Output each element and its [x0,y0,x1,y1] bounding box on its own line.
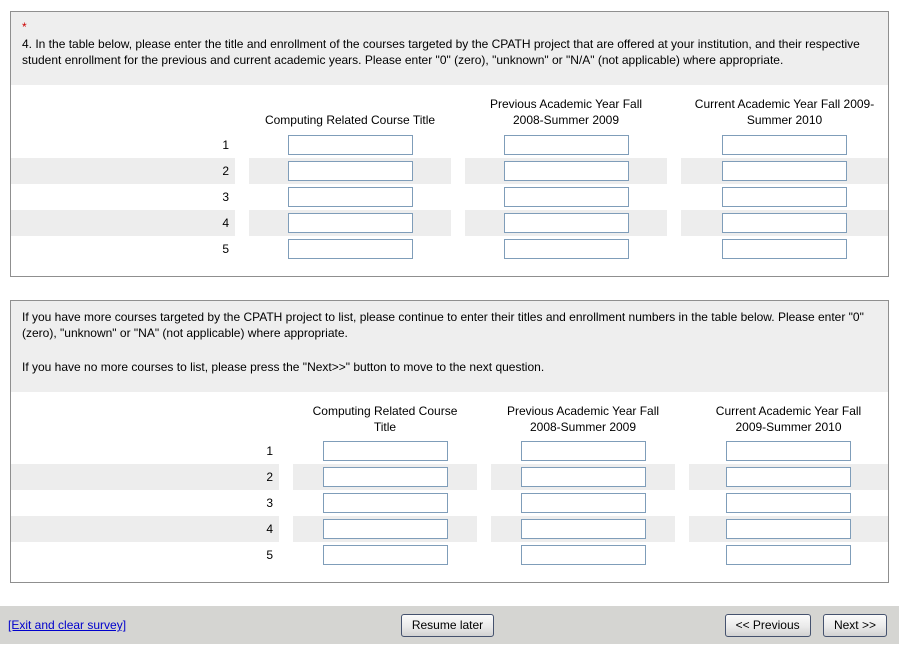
row-number: 1 [222,137,229,152]
column-spacer [675,542,689,568]
question-1-text: 4. In the table below, please enter the title and enrollment of the courses targeted by the CPATH project that are offered at your institution, and their respective student enrollment for the previous and current academic years. Please enter "0" (zero), "unknown" or "N/A" (not applicable) where appropriate. [22,36,860,68]
header-spacer [11,401,279,438]
q2-row1-current-year-input[interactable] [726,441,851,461]
question-2-text-area [11,301,888,392]
answer-cell [689,438,888,464]
q2-row1-previous-year-input[interactable] [521,441,646,461]
answer-cell [681,158,888,184]
answer-cell [293,438,477,464]
required-asterisk: * [22,20,27,34]
table-row [11,464,888,490]
column-spacer [667,132,681,158]
answer-cell [491,516,675,542]
column-spacer [675,438,689,464]
answer-cell [465,236,667,262]
answer-cell [681,184,888,210]
row-number: 3 [222,189,229,204]
answer-cell [249,236,451,262]
q1-row4-previous-year-input[interactable] [504,213,629,233]
column-spacer [235,94,249,131]
column-header-current-year: Current Academic Year Fall 2009-Summer 2010 [715,403,862,435]
row-number: 5 [222,241,229,256]
column-spacer [235,132,249,158]
table-row [11,516,888,542]
table-header-row [11,94,888,131]
answer-cell [293,464,477,490]
column-spacer [279,438,293,464]
answer-cell [681,210,888,236]
q1-row5-course-title-input[interactable] [288,239,413,259]
column-spacer [451,158,465,184]
column-spacer [235,236,249,262]
answer-table-1 [11,94,888,261]
q2-row5-current-year-input[interactable] [726,545,851,565]
answer-cell [249,158,451,184]
q2-row3-current-year-input[interactable] [726,493,851,513]
row-number: 5 [266,548,273,563]
column-header-course-title: Computing Related Course Title [264,113,436,128]
column-spacer [279,542,293,568]
answer-table-2 [11,401,888,568]
answer-cell [491,464,675,490]
answer-cell [491,438,675,464]
column-spacer [675,401,689,438]
column-header-course-title: Computing Related Course Title [312,403,458,435]
column-spacer [675,516,689,542]
question-block-1 [10,11,889,277]
column-spacer [477,438,491,464]
answer-cell [465,132,667,158]
q1-row2-course-title-input[interactable] [288,161,413,181]
q1-row1-previous-year-input[interactable] [504,135,629,155]
question-block-2 [10,300,889,584]
question-2-paragraph-2: If you have no more courses to list, please press the "Next>>" button to move to the next question. [22,360,545,375]
column-header-previous-year: Previous Academic Year Fall 2008-Summer 2009 [489,97,643,128]
column-spacer [477,516,491,542]
q2-row5-course-title-input[interactable] [323,545,448,565]
q2-row1-course-title-input[interactable] [323,441,448,461]
row-number: 3 [266,496,273,511]
column-spacer [279,490,293,516]
q2-row3-course-title-input[interactable] [323,493,448,513]
q1-row1-current-year-input[interactable] [722,135,847,155]
table-row [11,158,888,184]
q2-row4-current-year-input[interactable] [726,519,851,539]
q2-row2-previous-year-input[interactable] [521,467,646,487]
answer-cell [293,490,477,516]
row-number: 1 [266,444,273,459]
nav-center-zone [301,614,594,637]
table-row [11,542,888,568]
column-spacer [667,184,681,210]
column-spacer [477,464,491,490]
answer-cell [249,184,451,210]
column-spacer [667,158,681,184]
answer-cell [689,516,888,542]
column-spacer [667,236,681,262]
answer-cell [249,210,451,236]
next-button[interactable]: Next >> [823,614,887,637]
q1-row4-course-title-input[interactable] [288,213,413,233]
q2-row4-course-title-input[interactable] [323,519,448,539]
table-row [11,184,888,210]
answer-cell [293,516,477,542]
answer-cell [681,132,888,158]
answer-cell [491,542,675,568]
column-spacer [451,236,465,262]
question-1-text-area [11,12,888,85]
column-header-previous-year: Previous Academic Year Fall 2008-Summer 2009 [506,403,660,435]
answer-cell [465,210,667,236]
answer-cell [465,184,667,210]
q1-row2-current-year-input[interactable] [722,161,847,181]
question-2-paragraph-1: If you have more courses targeted by the CPATH project to list, please continue to enter their titles and enrollment numbers in the table below. Please enter "0" (zero), "unknown" or "NA" (not applicable) where appropriate. [22,309,864,341]
table-row [11,236,888,262]
survey-nav-bar [0,606,899,644]
table-row [11,490,888,516]
column-spacer [451,210,465,236]
column-spacer [667,210,681,236]
column-spacer [279,516,293,542]
column-spacer [675,464,689,490]
column-spacer [279,401,293,438]
column-spacer [235,158,249,184]
column-spacer [477,401,491,438]
row-number: 4 [11,210,235,236]
column-spacer [235,184,249,210]
row-number: 2 [11,158,235,184]
q2-row2-course-title-input[interactable] [323,467,448,487]
column-spacer [451,94,465,131]
column-spacer [477,490,491,516]
q1-row3-previous-year-input[interactable] [504,187,629,207]
column-header-current-year: Current Academic Year Fall 2009-Summer 2010 [694,97,875,128]
answer-cell [689,490,888,516]
column-spacer [675,490,689,516]
column-spacer [451,132,465,158]
q1-row3-current-year-input[interactable] [722,187,847,207]
table-row [11,210,888,236]
q1-row1-course-title-input[interactable] [288,135,413,155]
resume-later-button[interactable]: Resume later [401,614,494,637]
answer-cell [689,542,888,568]
exit-and-clear-link[interactable]: [Exit and clear survey] [8,618,127,633]
q1-row4-current-year-input[interactable] [722,213,847,233]
q2-row4-previous-year-input[interactable] [521,519,646,539]
row-number: 2 [11,464,279,490]
q2-row2-current-year-input[interactable] [726,467,851,487]
answer-cell [465,158,667,184]
q1-row5-previous-year-input[interactable] [504,239,629,259]
column-spacer [477,542,491,568]
answer-cell [689,464,888,490]
question-2-table-area [11,392,888,582]
answer-cell [249,132,451,158]
column-spacer [235,210,249,236]
column-spacer [279,464,293,490]
table-row [11,438,888,464]
header-spacer [11,94,235,131]
row-number: 4 [11,516,279,542]
q1-row5-current-year-input[interactable] [722,239,847,259]
column-spacer [451,184,465,210]
nav-left-zone [8,618,301,632]
column-spacer [667,94,681,131]
previous-button[interactable]: << Previous [725,614,811,637]
question-1-table-area [11,85,888,275]
answer-cell [491,490,675,516]
table-row [11,132,888,158]
nav-right-zone [594,614,887,637]
q2-row3-previous-year-input[interactable] [521,493,646,513]
q1-row2-previous-year-input[interactable] [504,161,629,181]
table-header-row [11,401,888,438]
answer-cell [681,236,888,262]
q1-row3-course-title-input[interactable] [288,187,413,207]
answer-cell [293,542,477,568]
q2-row5-previous-year-input[interactable] [521,545,646,565]
